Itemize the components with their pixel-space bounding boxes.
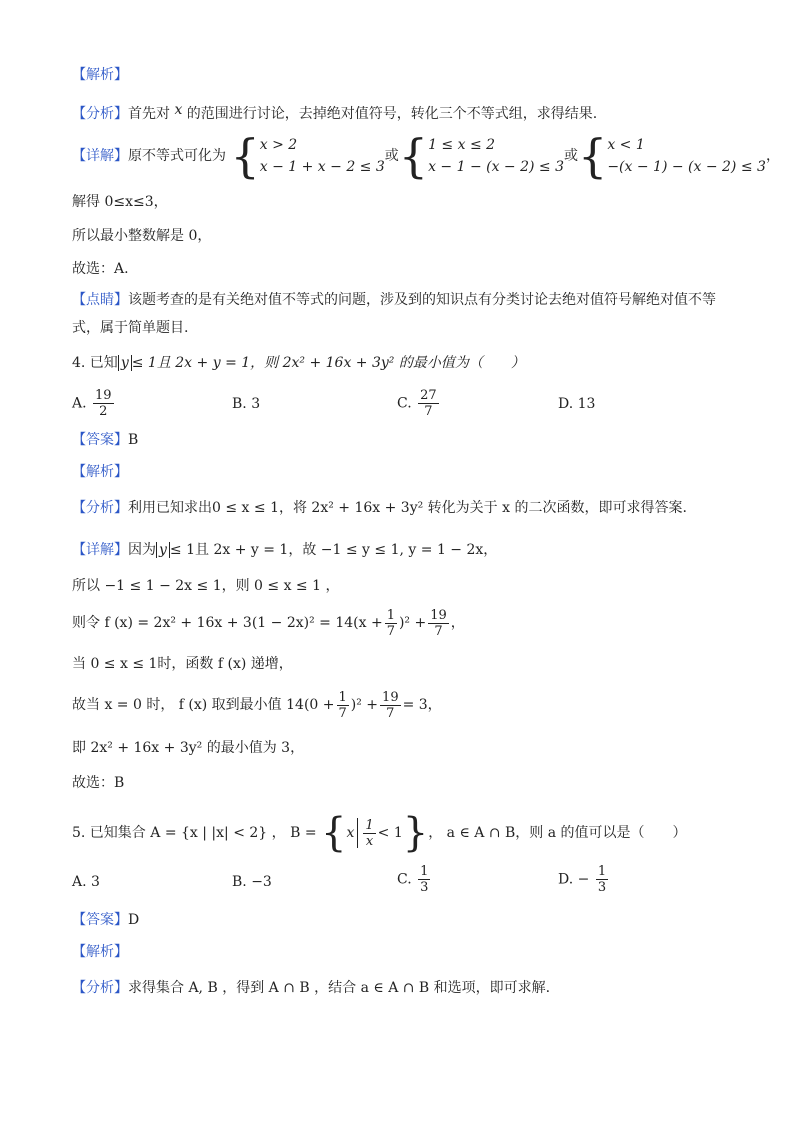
q5-answer: 【答案】D bbox=[72, 912, 140, 928]
q4-detail-4: 当 0 ≤ x ≤ 1时，函数 f (x) 递增， bbox=[72, 656, 293, 672]
comment-line-1: 【点睛】该题考查的是有关绝对值不等式的问题，涉及到的知识点有分类讨论去绝对值符号解绝对值不等 bbox=[72, 292, 716, 308]
q4-detail-6: 即 2x² + 16x + 3y² 的最小值为 3， bbox=[72, 740, 305, 756]
q5-option-c: C. $\frac{1}{3}$ bbox=[397, 864, 429, 895]
solve-line: 解得 0≤x≤3， bbox=[72, 194, 168, 210]
analysis-fenxi-1: 【分析】首先对 x 的范围进行讨论，去掉绝对值符号，转化三个不等式组，求得结果. bbox=[72, 102, 598, 122]
q4-stem: 4. 已知 y ≤ 1且 2x + y = 1，则 2x² + 16x + 3y² 的最小值为（ ） bbox=[72, 355, 525, 371]
detail-inequality-systems: 【详解】原不等式可化为 { x > 2 x − 1 + x − 2 ≤ 3 或{ 1 ≤ x ≤ 2 x − 1 − (x − 2) ≤ 3 或{ x < 1 −(x − 1) − (x − 2) ≤ 3 ， bbox=[72, 129, 780, 183]
q4-option-d: D. 13 bbox=[558, 396, 596, 412]
q5-option-d: D. − $\frac{1}{3}$ bbox=[558, 864, 607, 895]
comment-line-2: 式，属于简单题目. bbox=[72, 320, 189, 336]
q4-choice: 故选：B bbox=[72, 775, 125, 791]
q5-option-b: B. −3 bbox=[232, 874, 272, 890]
choice-line-3: 故选：A. bbox=[72, 261, 129, 277]
q5-option-a: A. 3 bbox=[72, 874, 100, 890]
system-2: { 1 ≤ x ≤ 2 x − 1 − (x − 2) ≤ 3 bbox=[398, 129, 565, 183]
analysis-heading bbox=[72, 65, 128, 85]
q4-option-a: A. $\frac{19}{2}$ bbox=[72, 388, 112, 419]
q4-jiexi: 【解析】 bbox=[72, 464, 128, 480]
q5-stem: 5. 已知集合 A = {x | |x| < 2} ， B = {x $\frac{1}{x}$ < 1}， a ∈ A ∩ B，则 a 的值可以是（ ） bbox=[72, 810, 687, 856]
q4-detail-3: 则令 f (x) = 2x² + 16x + 3(1 − 2x)² = 14(x + $\frac{1}{7}$ )² + $\frac{19}{7}$ ， bbox=[72, 607, 465, 639]
q4-detail-2: 所以 −1 ≤ 1 − 2x ≤ 1，则 0 ≤ x ≤ 1 ， bbox=[72, 578, 340, 594]
system-3: { x < 1 −(x − 1) − (x − 2) ≤ 3 bbox=[578, 129, 766, 183]
q4-option-c: C. $\frac{27}{7}$ bbox=[397, 388, 437, 419]
min-integer-line: 所以最小整数解是 0， bbox=[72, 228, 212, 244]
system-1: { x > 2 x − 1 + x − 2 ≤ 3 bbox=[230, 129, 385, 183]
q4-detail-1: 【详解】因为 y ≤ 1且 2x + y = 1，故 −1 ≤ y ≤ 1, y = 1 − 2x， bbox=[72, 542, 498, 558]
q4-detail-5: 故当 x = 0 时， f (x) 取到最小值 14(0 + $\frac{1}{7}$ )² + $\frac{19}{7}$ = 3， bbox=[72, 689, 442, 721]
q4-option-b: B. 3 bbox=[232, 396, 261, 412]
q4-fenxi: 【分析】利用已知求出0 ≤ x ≤ 1，将 2x² + 16x + 3y² 转化为关于 x 的二次函数，即可求得答案. bbox=[72, 500, 687, 516]
q5-fenxi: 【分析】求得集合 A, B ，得到 A ∩ B ，结合 a ∈ A ∩ B 和选项，即可求解. bbox=[72, 980, 551, 996]
tag-jiexi: 【解析】 bbox=[72, 67, 128, 83]
q4-answer: 【答案】B bbox=[72, 432, 139, 448]
q5-jiexi: 【解析】 bbox=[72, 944, 128, 960]
